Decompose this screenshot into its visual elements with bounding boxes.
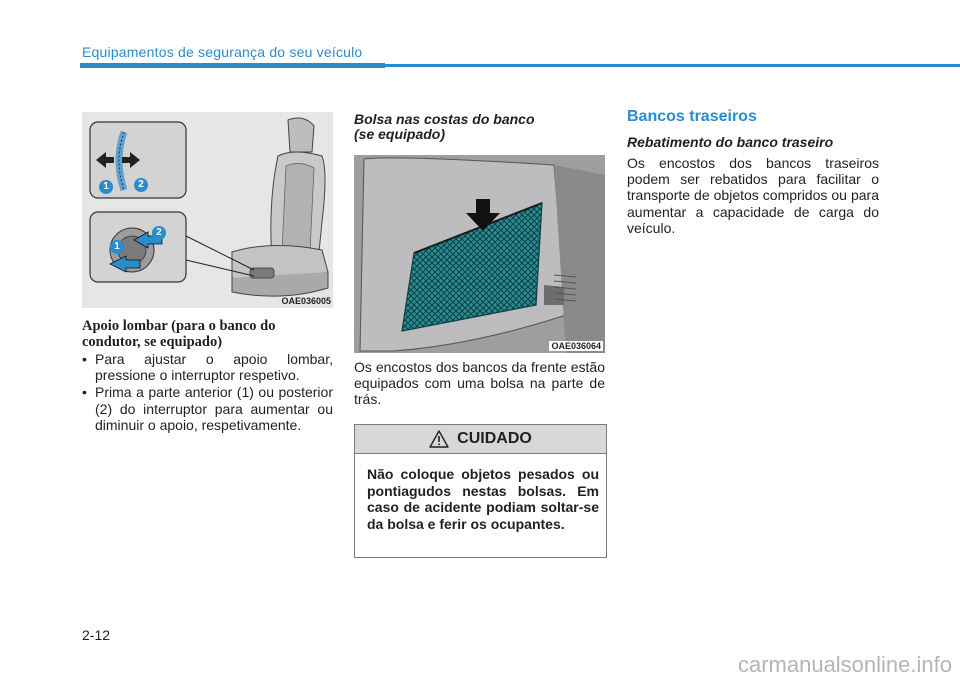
lumbar-bullets (82, 351, 333, 434)
seat-illustration (82, 112, 333, 308)
callout-1-switch: 1 (110, 240, 124, 254)
lumbar-heading (82, 318, 333, 350)
warning-triangle-icon (429, 430, 449, 448)
bullet-dot: • (82, 384, 87, 401)
bullet-text: Prima a parte anterior (1) ou posterior (2) do interruptor para aumentar ou diminuir o apoio, respetivamente. (95, 384, 333, 433)
section-header: Equipamentos de segurança do seu veículo (82, 44, 363, 60)
caution-header (355, 425, 606, 454)
lumbar-heading-line2: condutor, se equipado) (82, 334, 223, 350)
bullet-dot: • (82, 351, 87, 367)
seatback-heading-line1: Bolsa nas costas do banco (354, 111, 535, 127)
seatback-heading-line2: (se equipado) (354, 126, 446, 142)
watermark: carmanualsonline.info (737, 652, 952, 677)
bullet-text: Para ajustar o apoio lombar, pressione o interruptor respetivo. (95, 351, 333, 384)
lumbar-support-figure (82, 112, 333, 308)
list-item (82, 384, 333, 433)
figure-code: OAE036064 (551, 341, 601, 351)
caution-text: Não coloque objetos pesados ou pontiagudos nestas bolsas. Em caso de acidente podiam soltar-se da bolsa e ferir os ocupantes. (367, 466, 599, 532)
caution-title: CUIDADO (457, 430, 532, 447)
rear-seat-folding-subheading: Rebatimento do banco traseiro (627, 134, 834, 150)
callout-2-switch: 2 (152, 226, 166, 240)
rear-seats-heading: Bancos traseiros (627, 108, 757, 125)
seatback-pocket-paragraph: Os encostos dos bancos da frente estão equipados com uma bolsa na parte de trás. (354, 359, 605, 408)
callout-1: 1 (99, 180, 113, 194)
seatback-pocket-heading (354, 112, 605, 142)
page-number: 2-12 (82, 627, 111, 643)
header-rule-accent (80, 63, 385, 68)
caution-box (354, 424, 607, 558)
seatback-pocket-figure (354, 155, 605, 353)
pocket-illustration (354, 155, 605, 353)
callout-2: 2 (134, 178, 148, 192)
figure-code: OAE036005 (281, 296, 331, 306)
rear-seat-paragraph: Os encostos dos bancos traseiros podem ser rebatidos para facilitar o transporte de objetos compridos ou para aumentar a capacidade de carga do veículo. (627, 155, 879, 236)
lumbar-heading-line1: Apoio lombar (para o banco do (82, 318, 276, 334)
list-item (82, 351, 333, 383)
